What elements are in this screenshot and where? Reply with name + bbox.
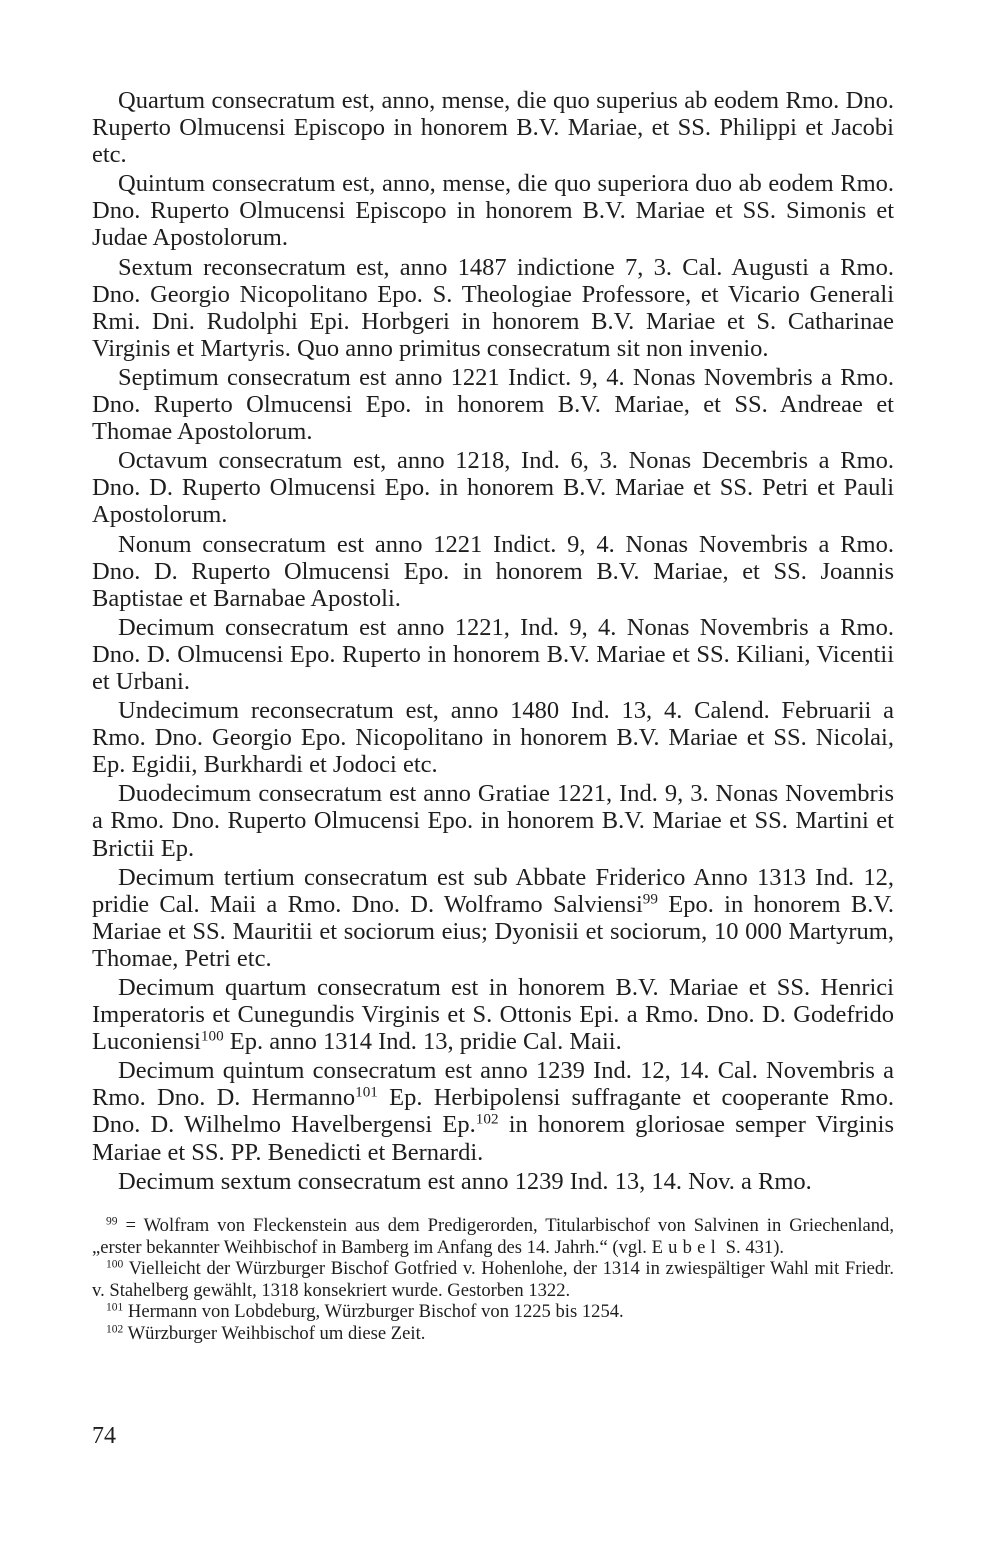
footnote-ref-101[interactable]: 101: [355, 1084, 378, 1102]
paragraph-10-text-b: Epo. in honorem B.V. Mariae et SS. Mauritii et sociorum eius; Dyonisii et sociorum, 10 000 Martyrum, Thomae, Petri etc.: [92, 890, 894, 972]
paragraph-12: [92, 1057, 894, 1165]
footnote-99-author: Eubel: [651, 1236, 722, 1258]
footnote-mark-99: 99: [106, 1215, 118, 1228]
paragraph-6: Nonum consecratum est anno 1221 Indict. 9, 4. Nonas Novembris a Rmo. Dno. D. Ruperto Olmucensi Epo. in honorem B.V. Mariae, et SS. Joannis Baptistae et Barnabae Apostoli.: [92, 530, 894, 612]
footnote-ref-100[interactable]: 100: [200, 1027, 224, 1045]
paragraph-4: Septimum consecratum est anno 1221 Indict. 9, 4. Nonas Novembris a Rmo. Dno. Ruperto Olmucensi Epo. in honorem B.V. Mariae, et SS. Andreae et Thomae Apostolorum.: [92, 363, 894, 446]
paragraph-2: Quintum consecratum est, anno, mense, die quo superiora duo ab eodem Rmo. Dno. Ruperto Olmucensi Episcopo in honorem B.V. Mariae et SS. Simonis et Judae Apostolorum.: [92, 170, 894, 252]
paragraph-7: Decimum consecratum est anno 1221, Ind. 9, 4. Nonas Novembris a Rmo. Dno. D. Olmucensi Epo. Ruperto in honorem B.V. Mariae et SS. Kiliani, Vicentii et Urbani.: [92, 613, 894, 695]
paragraph-12-text-a: Decimum quintum consecratum est anno 1239 Ind. 12, 14. Cal. Novembris a Rmo. Dno. D. Hermanno: [92, 1057, 894, 1112]
page-number: 74: [92, 1423, 116, 1449]
paragraph-1: Quartum consecratum est, anno, mense, die quo superius ab eodem Rmo. Dno. Ruperto Olmucensi Episcopo in honorem B.V. Mariae, et SS. Philippi et Jacobi etc.: [92, 87, 894, 169]
footnote-100-text: Vielleicht der Würzburger Bischof Gotfried v. Hohenlohe, der 1314 in zwiespältiger Wahl mit Friedr. v. Stahelberg gewählt, 1318 konsekriert wurde. Gestorben 1322.: [92, 1258, 894, 1301]
footnote-99-text-b: S. 431).: [721, 1236, 785, 1258]
paragraph-9: Duodecimum consecratum est anno Gratiae 1221, Ind. 9, 3. Nonas Novembris a Rmo. Dno. Ruperto Olmucensi Epo. in honorem B.V. Mariae et SS. Martini et Brictii Ep.: [92, 780, 894, 862]
footnotes: [92, 1215, 894, 1345]
footnote-100: [92, 1258, 894, 1301]
footnote-102-text: Würzburger Weihbischof um diese Zeit.: [123, 1322, 426, 1344]
paragraph-13: Decimum sextum consecratum est anno 1239 Ind. 13, 14. Nov. a Rmo.: [118, 1167, 812, 1195]
paragraph-3: Sextum reconsecratum est, anno 1487 indictione 7, 3. Cal. Augusti a Rmo. Dno. Georgio Nicopolitano Epo. S. Theologiae Professore, et Vicario Generali Rmi. Dni. Rudolphi Epi. Horbgeri in honorem B.V. Mariae et S. Catharinae Virginis et Martyris. Quo anno primitus consecratum sit non invenio.: [92, 253, 894, 362]
footnote-mark-101: 101: [106, 1302, 124, 1315]
paragraph-10-text-a: Decimum tertium consecratum est sub Abbate Friderico Anno 1313 Ind. 12, pridie Cal. Maii a Rmo. Dno. D. Wolframo Salviensi: [92, 863, 894, 918]
paragraph-10: [92, 864, 894, 972]
footnote-99: [92, 1215, 894, 1258]
footnote-101: [92, 1301, 894, 1323]
paragraph-5: Octavum consecratum est, anno 1218, Ind. 6, 3. Nonas Decembris a Rmo. Dno. D. Ruperto Olmucensi Epo. in honorem B.V. Mariae et SS. Petri et Pauli Apostolorum.: [92, 447, 894, 529]
footnote-mark-100: 100: [106, 1258, 124, 1271]
paragraph-12-text-b: Ep. Herbipolensi suffragante et cooperante Rmo. Dno. D. Wilhelmo Havelbergensi Ep.: [92, 1084, 894, 1139]
paragraph-11-text-b: Ep. anno 1314 Ind. 13, pridie Cal. Maii.: [223, 1028, 622, 1056]
paragraph-11-text-a: Decimum quartum consecratum est in honorem B.V. Mariae et SS. Henrici Imperatoris et Cunegundis Virginis et S. Ottonis Epi. a Rmo. Dno. D. Godefrido Luconiensi: [92, 974, 894, 1056]
paragraph-8: Undecimum reconsecratum est, anno 1480 Ind. 13, 4. Calend. Februarii a Rmo. Dno. Georgio Epo. Nicopolitano in honorem B.V. Mariae et SS. Nicolai, Ep. Egidii, Burkhardi et Jodoci etc.: [92, 697, 894, 779]
footnote-ref-102[interactable]: 102: [475, 1111, 499, 1129]
footnote-99-text-a: = Wolfram von Fleckenstein aus dem Predigerorden, Titularbischof von Salvinen in Griechenland, „erster bekannter Weihbischof in Bamberg im Anfang des 14. Jahrh.“ (vgl.: [92, 1215, 894, 1258]
footnote-101-text: Hermann von Lobdeburg, Würzburger Bischof von 1225 bis 1254.: [123, 1301, 624, 1323]
footnote-102: [92, 1323, 894, 1345]
paragraph-12-text-c: in honorem gloriosae semper Virginis Mariae et SS. PP. Benedicti et Bernardi.: [92, 1111, 894, 1166]
paragraph-11: [92, 974, 894, 1055]
main-text: [92, 87, 894, 1197]
footnote-ref-99[interactable]: 99: [642, 890, 658, 908]
footnote-mark-102: 102: [106, 1323, 124, 1336]
